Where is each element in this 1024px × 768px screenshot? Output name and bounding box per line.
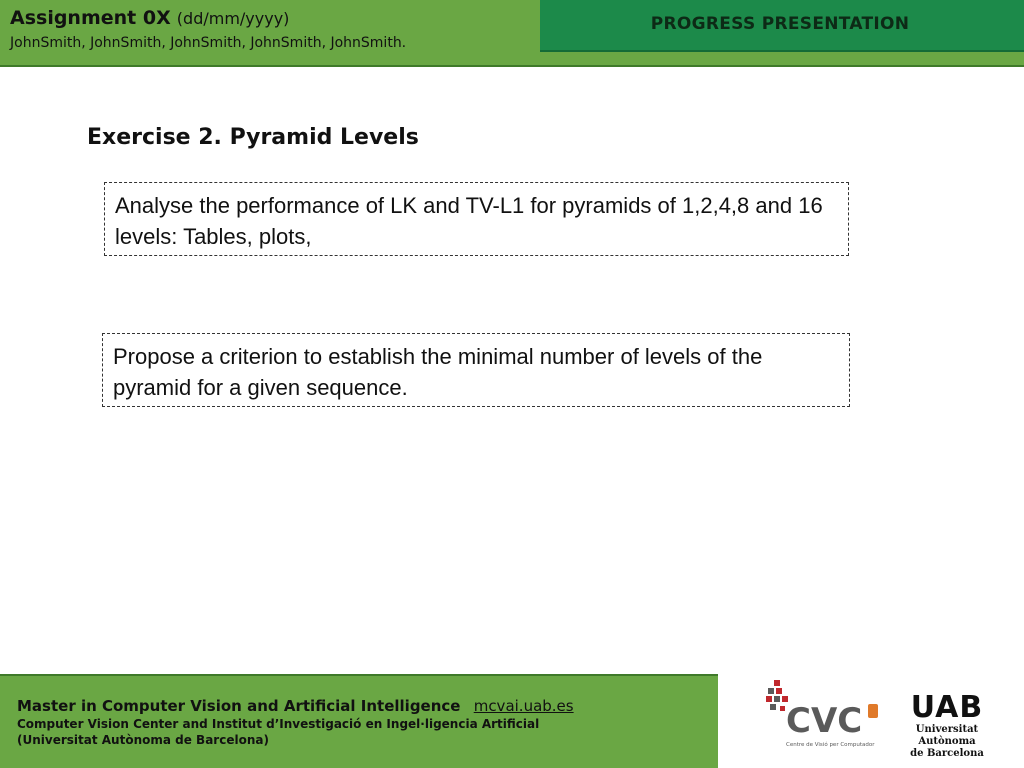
uab-name-line2: de Barcelona: [910, 748, 984, 759]
program-link[interactable]: mcvai.uab.es: [473, 697, 574, 715]
cvc-pixel-mark: [766, 680, 788, 711]
cvc-logo-subtitle: Centre de Visió per Computador: [786, 742, 875, 748]
university-line: (Universitat Autònoma de Barcelona): [17, 733, 269, 747]
uab-logo: [892, 690, 1002, 759]
uab-logo-mark: UAB: [910, 690, 984, 725]
cvc-accent-icon: [868, 704, 878, 718]
section-label: PROGRESS PRESENTATION: [650, 14, 910, 34]
program-line: [17, 697, 574, 715]
assignment-heading: [10, 7, 289, 29]
footer-bar: [0, 676, 718, 768]
exercise-title: Exercise 2. Pyramid Levels: [87, 125, 419, 150]
institution-line: Computer Vision Center and Institut d’Investigació en Ingel·ligencia Artificial: [17, 717, 540, 731]
cvc-logo-text: CVC: [786, 701, 863, 741]
task-box-analyse: Analyse the performance of LK and TV-L1 for pyramids of 1,2,4,8 and 16 levels: Tables, plots,: [104, 182, 849, 256]
program-name: Master in Computer Vision and Artificial Intelligence: [17, 697, 461, 715]
uab-name-line1: Universitat Autònoma: [915, 724, 979, 747]
header-strip: [540, 52, 1024, 67]
task-box-criterion: Propose a criterion to establish the minimal number of levels of the pyramid for a given sequence.: [102, 333, 850, 407]
cvc-logo: [766, 680, 886, 750]
assignment-title: Assignment 0X: [10, 7, 171, 29]
assignment-date: (dd/mm/yyyy): [176, 9, 290, 28]
author-list: JohnSmith, JohnSmith, JohnSmith, JohnSmith, JohnSmith.: [10, 35, 407, 51]
